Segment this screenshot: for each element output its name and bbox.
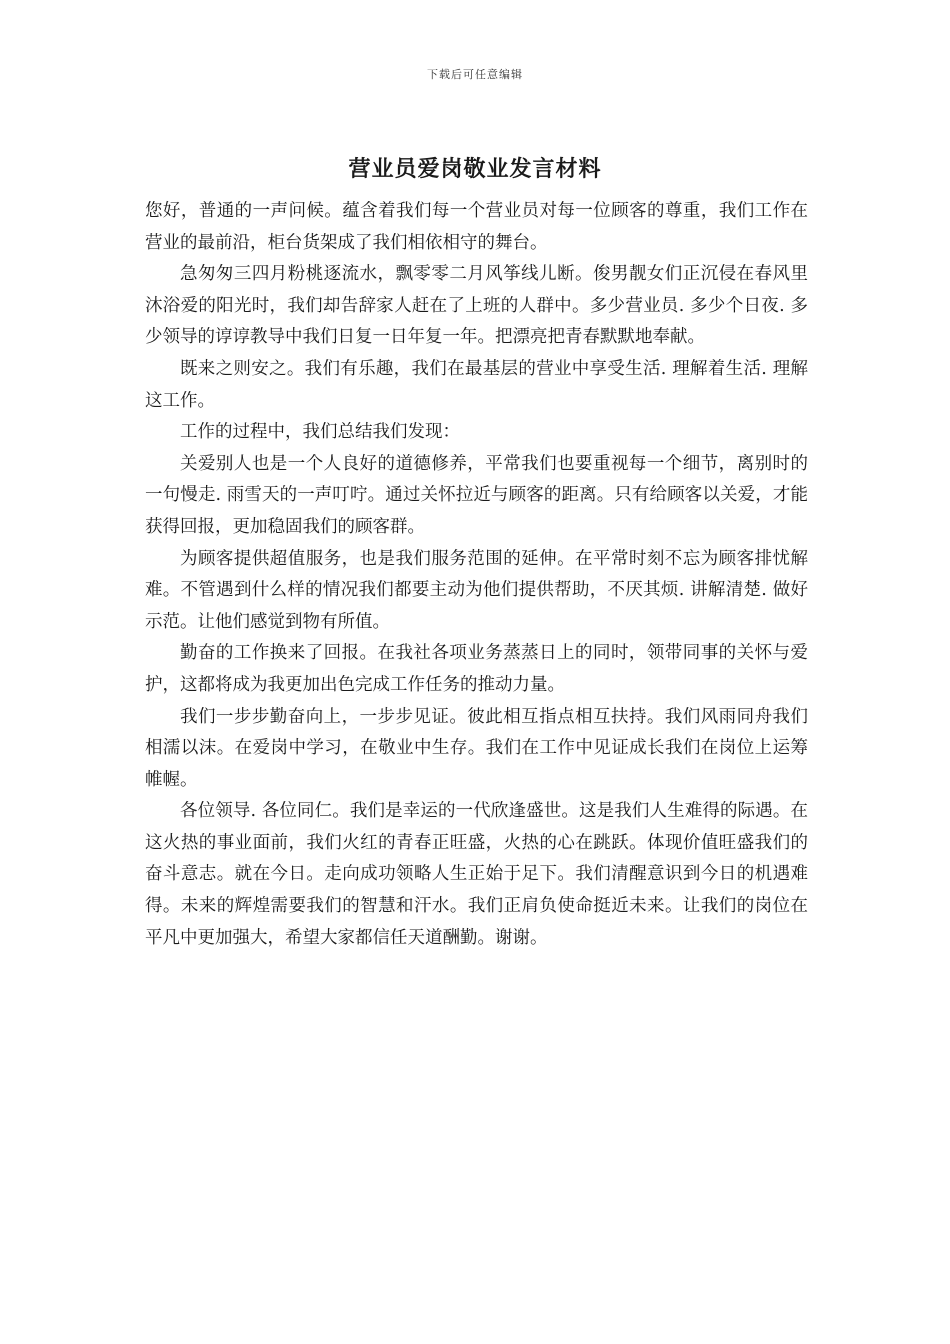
header-note: 下载后可任意编辑 [427, 68, 523, 81]
paragraph-2: 急匆匆三四月粉桃逐流水，飘零零二月风筝线儿断。俊男靓女们正沉侵在春风里沐浴爱的阳光时，我们却告辞家人赶在了上班的人群中。多少营业员. 多少个日夜. 多少领导的谆谆教导中我们日复一日年复一年。把漂亮把青春默默地奉献。 [145, 264, 808, 348]
paragraph-7: 勤奋的工作换来了回报。在我社各项业务蒸蒸日上的同时，领带同事的关怀与爱护，这都将成为我更加出色完成工作任务的推动力量。 [145, 643, 808, 695]
paragraph-3: 既来之则安之。我们有乐趣，我们在最基层的营业中享受生活. 理解着生活. 理解这工作。 [145, 358, 808, 411]
paragraph-8: 我们一步步勤奋向上，一步步见证。彼此相互指点相互扶持。我们风雨同舟我们相濡以沫。在爱岗中学习，在敬业中生存。我们在工作中见证成长我们在岗位上运筹帷幄。 [145, 706, 808, 790]
document-title: 营业员爱岗敬业发言材料 [348, 157, 602, 182]
document-body [145, 196, 808, 954]
paragraph-6: 为顾客提供超值服务，也是我们服务范围的延伸。在平常时刻不忘为顾客排忧解难。不管遇到什么样的情况我们都要主动为他们提供帮助，不厌其烦. 讲解清楚. 做好示范。让他们感觉到物有所值。 [145, 548, 808, 632]
paragraph-1: 您好，普通的一声问候。蕴含着我们每一个营业员对每一位顾客的尊重，我们工作在营业的最前沿，柜台货架成了我们相依相守的舞台。 [145, 201, 808, 253]
paragraph-5: 关爱别人也是一个人良好的道德修养，平常我们也要重视每一个细节，离别时的一句慢走. 雨雪天的一声叮咛。通过关怀拉近与顾客的距离。只有给顾客以关爱，才能获得回报，更加稳固我们的顾客群。 [145, 453, 808, 537]
paragraph-9: 各位领导. 各位同仁。我们是幸运的一代欣逢盛世。这是我们人生难得的际遇。在这火热的事业面前，我们火红的青春正旺盛，火热的心在跳跃。体现价值旺盛我们的奋斗意志。就在今日。走向成功领略人生正始于足下。我们清醒意识到今日的机遇难得。未来的辉煌需要我们的智慧和汗水。我们正肩负使命挺近未来。让我们的岗位在平凡中更加强大，希望大家都信任天道酬勤。谢谢。 [145, 801, 808, 948]
paragraph-4: 工作的过程中，我们总结我们发现： [180, 422, 460, 443]
